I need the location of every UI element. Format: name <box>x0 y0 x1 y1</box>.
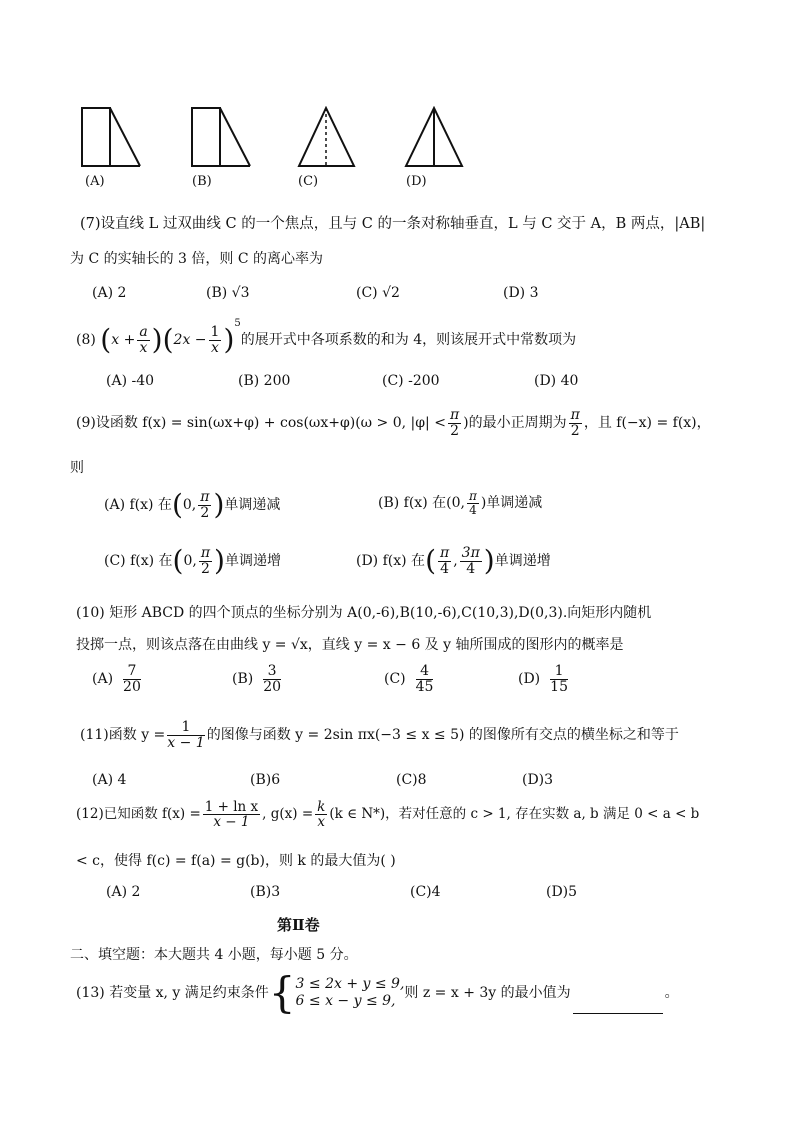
paren-open: ( <box>172 544 184 578</box>
q12-stem-line1 <box>76 800 699 829</box>
section-title: 第Ⅱ卷 <box>277 916 320 934</box>
q9-option-c <box>104 546 281 576</box>
q8-number: (8) <box>76 332 96 348</box>
q9-part2: )的最小正周期为 <box>463 415 567 432</box>
q10-option-c-label: (C) <box>384 671 406 688</box>
q8-frac2 <box>209 325 222 355</box>
q10-option-a-num: 7 <box>123 664 141 680</box>
q9-option-b <box>378 490 542 516</box>
q10-option-c <box>384 664 435 694</box>
q11-suffix: 的图像与函数 y = 2sin πx(−3 ≤ x ≤ 5) 的图像所有交点的横坐标之和等于 <box>206 727 679 744</box>
q12-option-a: (A) 2 <box>106 884 141 900</box>
q10-option-c-den: 45 <box>415 678 434 695</box>
q8-frac2-den: x <box>211 339 219 356</box>
q12-suffix: (k ∈ N*)，若对任意的 c > 1, 存在实数 a, b 满足 0 < a < b <box>329 806 700 823</box>
q9-period-den: 2 <box>570 422 580 439</box>
q10-option-b-den: 20 <box>263 678 282 695</box>
q9-option-d-prefix: (D) f(x) 在 <box>356 553 426 570</box>
q12-frac1-den: x − 1 <box>213 814 250 831</box>
q11-frac-num: 1 <box>167 720 204 736</box>
q8-option-c: (C) -200 <box>382 373 440 389</box>
q9-stem-line2: 则 <box>70 460 84 476</box>
q8-option-d: (D) 40 <box>534 373 579 389</box>
q8-option-b: (B) 200 <box>238 373 291 389</box>
q10-option-a-frac <box>123 664 141 694</box>
q8-frac1-num: a <box>139 323 148 340</box>
paren-close: ) <box>223 323 235 356</box>
q9-option-c-start: 0, <box>183 553 197 570</box>
q10-option-d-den: 15 <box>550 678 568 695</box>
q11-option-a: (A) 4 <box>92 772 127 788</box>
q12-frac1 <box>203 800 260 829</box>
q8-frac1 <box>137 325 149 355</box>
q9-option-c-den: 2 <box>200 560 210 577</box>
q7-option-c: (C) √2 <box>356 285 400 301</box>
q11-prefix: (11)函数 y = <box>80 727 166 744</box>
q13-end: 。 <box>664 985 679 1001</box>
q9-option-a-text: 单调递减 <box>224 497 281 514</box>
q9-option-d-den1: 4 <box>440 560 450 577</box>
q10-stem-line1: (10) 矩形 ABCD 的四个顶点的坐标分别为 A(0,-6),B(10,-6),C(10,3),D(0,3).向矩形内随机 <box>76 605 652 621</box>
q12-option-c: (C)4 <box>410 884 441 900</box>
q7-stem-line1: (7)设直线 L 过双曲线 C 的一个焦点，且与 C 的一条对称轴垂直，L 与 C 交于 A，B 两点，|AB| <box>80 216 706 232</box>
q12-frac1-num: 1 + ln x <box>204 799 259 815</box>
q11-stem <box>80 720 679 750</box>
q11-option-d: (D)3 <box>522 772 554 788</box>
figure-label-b: (B) <box>192 174 212 189</box>
q8-stem <box>76 318 576 355</box>
q9-option-a-den: 2 <box>200 504 210 521</box>
q9-option-d-frac1 <box>438 546 451 576</box>
q9-option-a-start: 0, <box>182 497 197 514</box>
q9-option-a-num: π <box>200 489 210 505</box>
q11-frac-den: x − 1 <box>167 734 205 751</box>
q12-frac2-num: k <box>317 799 326 815</box>
q10-option-a-label: (A) <box>92 671 114 688</box>
q13-conditions <box>296 976 405 1011</box>
q9-option-a-frac <box>198 490 211 520</box>
q10-option-b-frac <box>263 664 281 694</box>
q8-option-a: (A) -40 <box>106 373 155 389</box>
figure-label-c: (C) <box>298 174 319 189</box>
paren-close: ) <box>213 488 225 522</box>
q10-stem-line2: 投掷一点，则该点落在由曲线 y = √x，直线 y = x − 6 及 y 轴所围成的图形内的概率是 <box>76 637 624 653</box>
q13-condition-2: 6 ≤ x − y ≤ 9, <box>295 993 396 1009</box>
q10-option-b-num: 3 <box>263 664 281 680</box>
q7-option-b: (B) √3 <box>206 285 250 301</box>
q9-part3: ，且 f(−x) = f(x)， <box>583 415 711 432</box>
q10-option-c-frac <box>416 664 434 694</box>
q9-option-b-start: (0, <box>446 495 465 512</box>
q9-option-c-frac <box>199 546 212 576</box>
q8-frac2-num: 1 <box>210 323 220 340</box>
q9-option-d-num1: π <box>440 545 450 561</box>
q9-frac-num: π <box>449 407 460 423</box>
q9-option-d-den2: 4 <box>466 560 476 577</box>
figure-label-a: (A) <box>85 174 105 189</box>
paren-open: ( <box>171 488 183 522</box>
q9-option-a <box>104 490 280 520</box>
q9-frac-den: 2 <box>450 422 460 439</box>
q10-option-d-num: 1 <box>550 664 568 680</box>
q12-option-d: (D)5 <box>546 884 578 900</box>
q8-frac1-den: x <box>139 339 148 356</box>
q9-option-d-frac2 <box>460 546 482 576</box>
q9-option-a-prefix: (A) f(x) 在 <box>104 497 172 514</box>
paren-open: ( <box>425 544 436 578</box>
answer-blank[interactable] <box>573 999 663 1014</box>
q10-option-b-label: (B) <box>232 671 254 688</box>
q11-option-b: (B)6 <box>250 772 281 788</box>
q11-frac <box>167 720 204 750</box>
figure-a <box>80 106 144 168</box>
q12-stem-line2: < c，使得 f(c) = f(a) = g(b)，则 k 的最大值为( ) <box>76 853 396 869</box>
figure-b <box>190 106 254 168</box>
paren-close: ) <box>151 323 163 356</box>
q9-period-num: π <box>570 407 580 423</box>
q10-option-d <box>518 664 570 694</box>
paren-open: ( <box>162 323 174 356</box>
q7-stem-line2: 为 C 的实轴长的 3 倍，则 C 的离心率为 <box>70 251 324 267</box>
q9-option-b-prefix: (B) f(x) 在 <box>378 495 447 512</box>
q12-frac2-den: x <box>317 814 326 831</box>
q12-frac2 <box>315 800 327 829</box>
brace-icon: { <box>268 968 296 1017</box>
q9-option-c-num: π <box>200 545 211 561</box>
q13-stem <box>76 968 679 1017</box>
q9-period-frac <box>569 408 582 438</box>
q13-condition-1: 3 ≤ 2x + y ≤ 9, <box>295 975 405 992</box>
q13-suffix: 则 z = x + 3y 的最小值为 <box>404 985 571 1001</box>
q10-option-c-num: 4 <box>416 664 434 680</box>
q9-option-d-text: 单调递增 <box>494 553 551 570</box>
q7-option-a: (A) 2 <box>92 285 127 301</box>
q9-option-b-frac <box>467 490 479 516</box>
q8-exponent: 5 <box>234 318 241 329</box>
q9-option-c-text: 单调递增 <box>224 553 281 570</box>
q8-term2: 2x − <box>173 332 207 348</box>
q9-option-b-num: π <box>468 489 477 503</box>
q7-option-d: (D) 3 <box>503 285 539 301</box>
q8-term1: x + <box>111 332 136 348</box>
q9-option-b-den: 4 <box>469 502 477 517</box>
paren-close: ) <box>214 544 225 578</box>
q13-prefix: (13) 若变量 x, y 满足约束条件 <box>76 985 269 1001</box>
q10-option-b <box>232 664 283 694</box>
figure-c <box>296 106 360 168</box>
q10-option-d-label: (D) <box>518 671 541 688</box>
paren-close: ) <box>483 544 495 578</box>
q9-option-d-num2: 3π <box>461 545 480 561</box>
q10-option-d-frac <box>550 664 568 694</box>
q11-option-c: (C)8 <box>396 772 427 788</box>
q9-option-c-prefix: (C) f(x) 在 <box>104 553 173 570</box>
q12-prefix: (12)已知函数 f(x) = <box>76 806 201 823</box>
q9-option-d: (D) f(x) 在( $\frac{\pi}{4}$ , $\frac{3\pi}{4}$ )单调递增 <box>356 544 551 578</box>
q9-stem-line1 <box>76 408 711 438</box>
q8-suffix: 的展开式中各项系数的和为 4，则该展开式中常数项为 <box>240 332 577 348</box>
q9-option-b-text: )单调递减 <box>480 495 543 512</box>
q9-frac-pi-2 <box>448 408 461 438</box>
q12-mid: , g(x) = <box>262 806 314 823</box>
paren-open: ( <box>100 323 112 356</box>
fill-in-header: 二、填空题：本大题共 4 小题，每小题 5 分。 <box>70 947 358 963</box>
q12-option-b: (B)3 <box>250 884 281 900</box>
q9-part1: (9)设函数 f(x) = sin(ωx+φ) + cos(ωx+φ)(ω > 0, |φ| < <box>76 415 446 432</box>
q10-option-a <box>92 664 143 694</box>
figure-d <box>402 106 466 168</box>
figure-label-d: (D) <box>406 174 427 189</box>
q10-option-a-den: 20 <box>123 678 141 695</box>
